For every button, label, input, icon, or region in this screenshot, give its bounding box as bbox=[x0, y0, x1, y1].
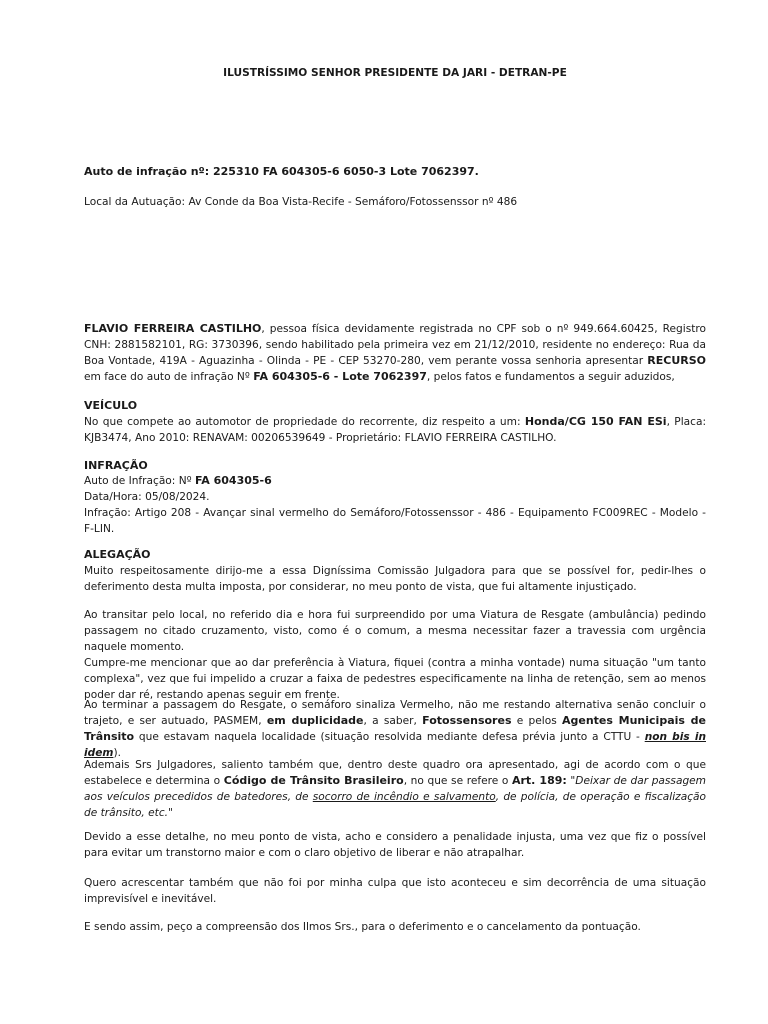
p4-text-1: Ao terminar a passagem do Resgate, o semáforo sinaliza Vermelho, não me restando alternativa senão concluir o trajeto, e ser autuado, PASMEM, bbox=[84, 699, 706, 727]
infracao-datahora: Data/Hora: 05/08/2024. bbox=[84, 491, 210, 503]
infracao-auto-value: FA 604305-6 bbox=[195, 474, 272, 487]
auto-number: FA 604305-6 - Lote 7062397 bbox=[253, 370, 427, 383]
alegacao-paragraph-5 bbox=[84, 757, 706, 821]
intro-text-3: , pelos fatos e fundamentos a seguir aduzidos, bbox=[426, 371, 675, 383]
alegacao-paragraph-8: E sendo assim, peço a compreensão dos Ilmos Srs., para o deferimento e o cancelamento da pontuação. bbox=[84, 921, 641, 933]
alegacao-paragraph-2: Ao transitar pelo local, no referido dia e hora fui surpreendido por uma Viatura de Resgate (ambulância) pedindo passagem no citado cruzamento, visto, como é o comum, a mesma necessitar fazer a travessia com urgência naquele momento. bbox=[84, 609, 706, 653]
alegacao-paragraph-1: Muito respeitosamente dirijo-me a essa Digníssima Comissão Julgadora para que se possível for, pedir-lhes o deferimento desta multa imposta, por considerar, no meu ponto de vista, que fui altamente injustiçado. bbox=[84, 565, 706, 593]
alegacao-heading: ALEGAÇÃO bbox=[84, 548, 151, 561]
p5-text-1: Ademais Srs Julgadores, saliento também que, dentro deste quadro ora apresentado, agi de acordo com o que estabelece e determina o bbox=[84, 759, 706, 787]
veiculo-modelo: Honda/CG 150 FAN ESi bbox=[524, 415, 667, 428]
alegacao-paragraph-6: Devido a esse detalhe, no meu ponto de vista, acho e considero a penalidade injusta, uma vez que fiz o possível para evitar um transtorno maior e com o claro objetivo de liberar e não atrapalhar. bbox=[84, 831, 706, 859]
intro-text-2: em face do auto de infração Nº bbox=[84, 371, 254, 383]
veiculo-text-1: No que compete ao automotor de propriedade do recorrente, diz respeito a um: bbox=[84, 416, 525, 428]
alegacao-paragraph-3: Cumpre-me mencionar que ao dar preferência à Viatura, fiquei (contra a minha vontade) numa situação "um tanto complexa", vez que fui impelido a cruzar a faixa de pedestres especificamente na linha de retenção, sem ao menos poder dar ré, restando apenas seguir em frente. bbox=[84, 657, 706, 701]
infracao-heading: INFRAÇÃO bbox=[84, 459, 148, 472]
recorrente-name: FLAVIO FERREIRA CASTILHO bbox=[84, 322, 262, 335]
veiculo-paragraph bbox=[84, 414, 706, 446]
p4-text-5: ). bbox=[113, 747, 121, 759]
p5-art-189: Art. 189: bbox=[511, 774, 567, 787]
infracao-auto-label: Auto de Infração: Nº bbox=[84, 475, 196, 487]
intro-paragraph bbox=[84, 321, 706, 385]
p5-quote-1: "Deixar de dar passagem aos veículos precedidos de batedores, de bbox=[84, 775, 707, 803]
p4-em-duplicidade: em duplicidade bbox=[266, 714, 364, 727]
p5-text-2: , no que se refere o bbox=[403, 775, 512, 787]
p4-non-bis-in-idem: non bis in idem bbox=[84, 731, 706, 759]
intro-text-1: , pessoa física devidamente registrada no CPF sob o nº 949.664.60425, Registro CNH: 2881582101, RG: 3730396, sendo habilitado pela primeira vez em 21/12/2010, residente no endereço: Rua da Boa Vontade, 419A - Aguazinha - Olinda - PE - CEP 53270-280, vem perante vossa senhoria apresentar bbox=[84, 323, 706, 367]
p5-quote-2: , de polícia, de operação e fiscalização de trânsito, etc." bbox=[84, 791, 706, 819]
p4-text-4: que estavam naquela localidade (situação resolvida mediante defesa prévia junto a CTTU - bbox=[134, 731, 645, 743]
document-title: ILUSTRÍSSIMO SENHOR PRESIDENTE DA JARI - DETRAN-PE bbox=[223, 67, 567, 79]
p4-text-2: , a saber, bbox=[363, 715, 423, 727]
infracao-descricao: Infração: Artigo 208 - Avançar sinal vermelho do Semáforo/Fotossenssor - 486 - Equipamento FC009REC - Modelo - F-LIN. bbox=[84, 507, 706, 535]
p4-text-3: e pelos bbox=[511, 715, 562, 727]
recurso-word: RECURSO bbox=[647, 354, 706, 367]
p5-quote-underlined: socorro de incêndio e salvamento bbox=[312, 791, 496, 803]
veiculo-text-2: , Placa: KJB3474, Ano 2010: RENAVAM: 00206539649 - Proprietário: FLAVIO FERREIRA CASTILHO. bbox=[84, 416, 707, 444]
alegacao-paragraph-4 bbox=[84, 697, 706, 761]
auto-infracao-line: Auto de infração nº: 225310 FA 604305-6 6050-3 Lote 7062397. bbox=[84, 165, 479, 178]
local-autuacao-line: Local da Autuação: Av Conde da Boa Vista-Recife - Semáforo/Fotossenssor nº 486 bbox=[84, 196, 518, 208]
p4-fotossensores: Fotossensores bbox=[422, 714, 512, 727]
infracao-auto-line bbox=[84, 473, 706, 489]
alegacao-paragraph-7: Quero acrescentar também que não foi por minha culpa que isto aconteceu e sim decorrência de uma situação imprevisível e inevitável. bbox=[84, 877, 706, 905]
p4-agentes: Agentes Municipais de Trânsito bbox=[84, 714, 706, 743]
veiculo-heading: VEÍCULO bbox=[84, 399, 138, 412]
p5-ctb: Código de Trânsito Brasileiro bbox=[223, 774, 404, 787]
